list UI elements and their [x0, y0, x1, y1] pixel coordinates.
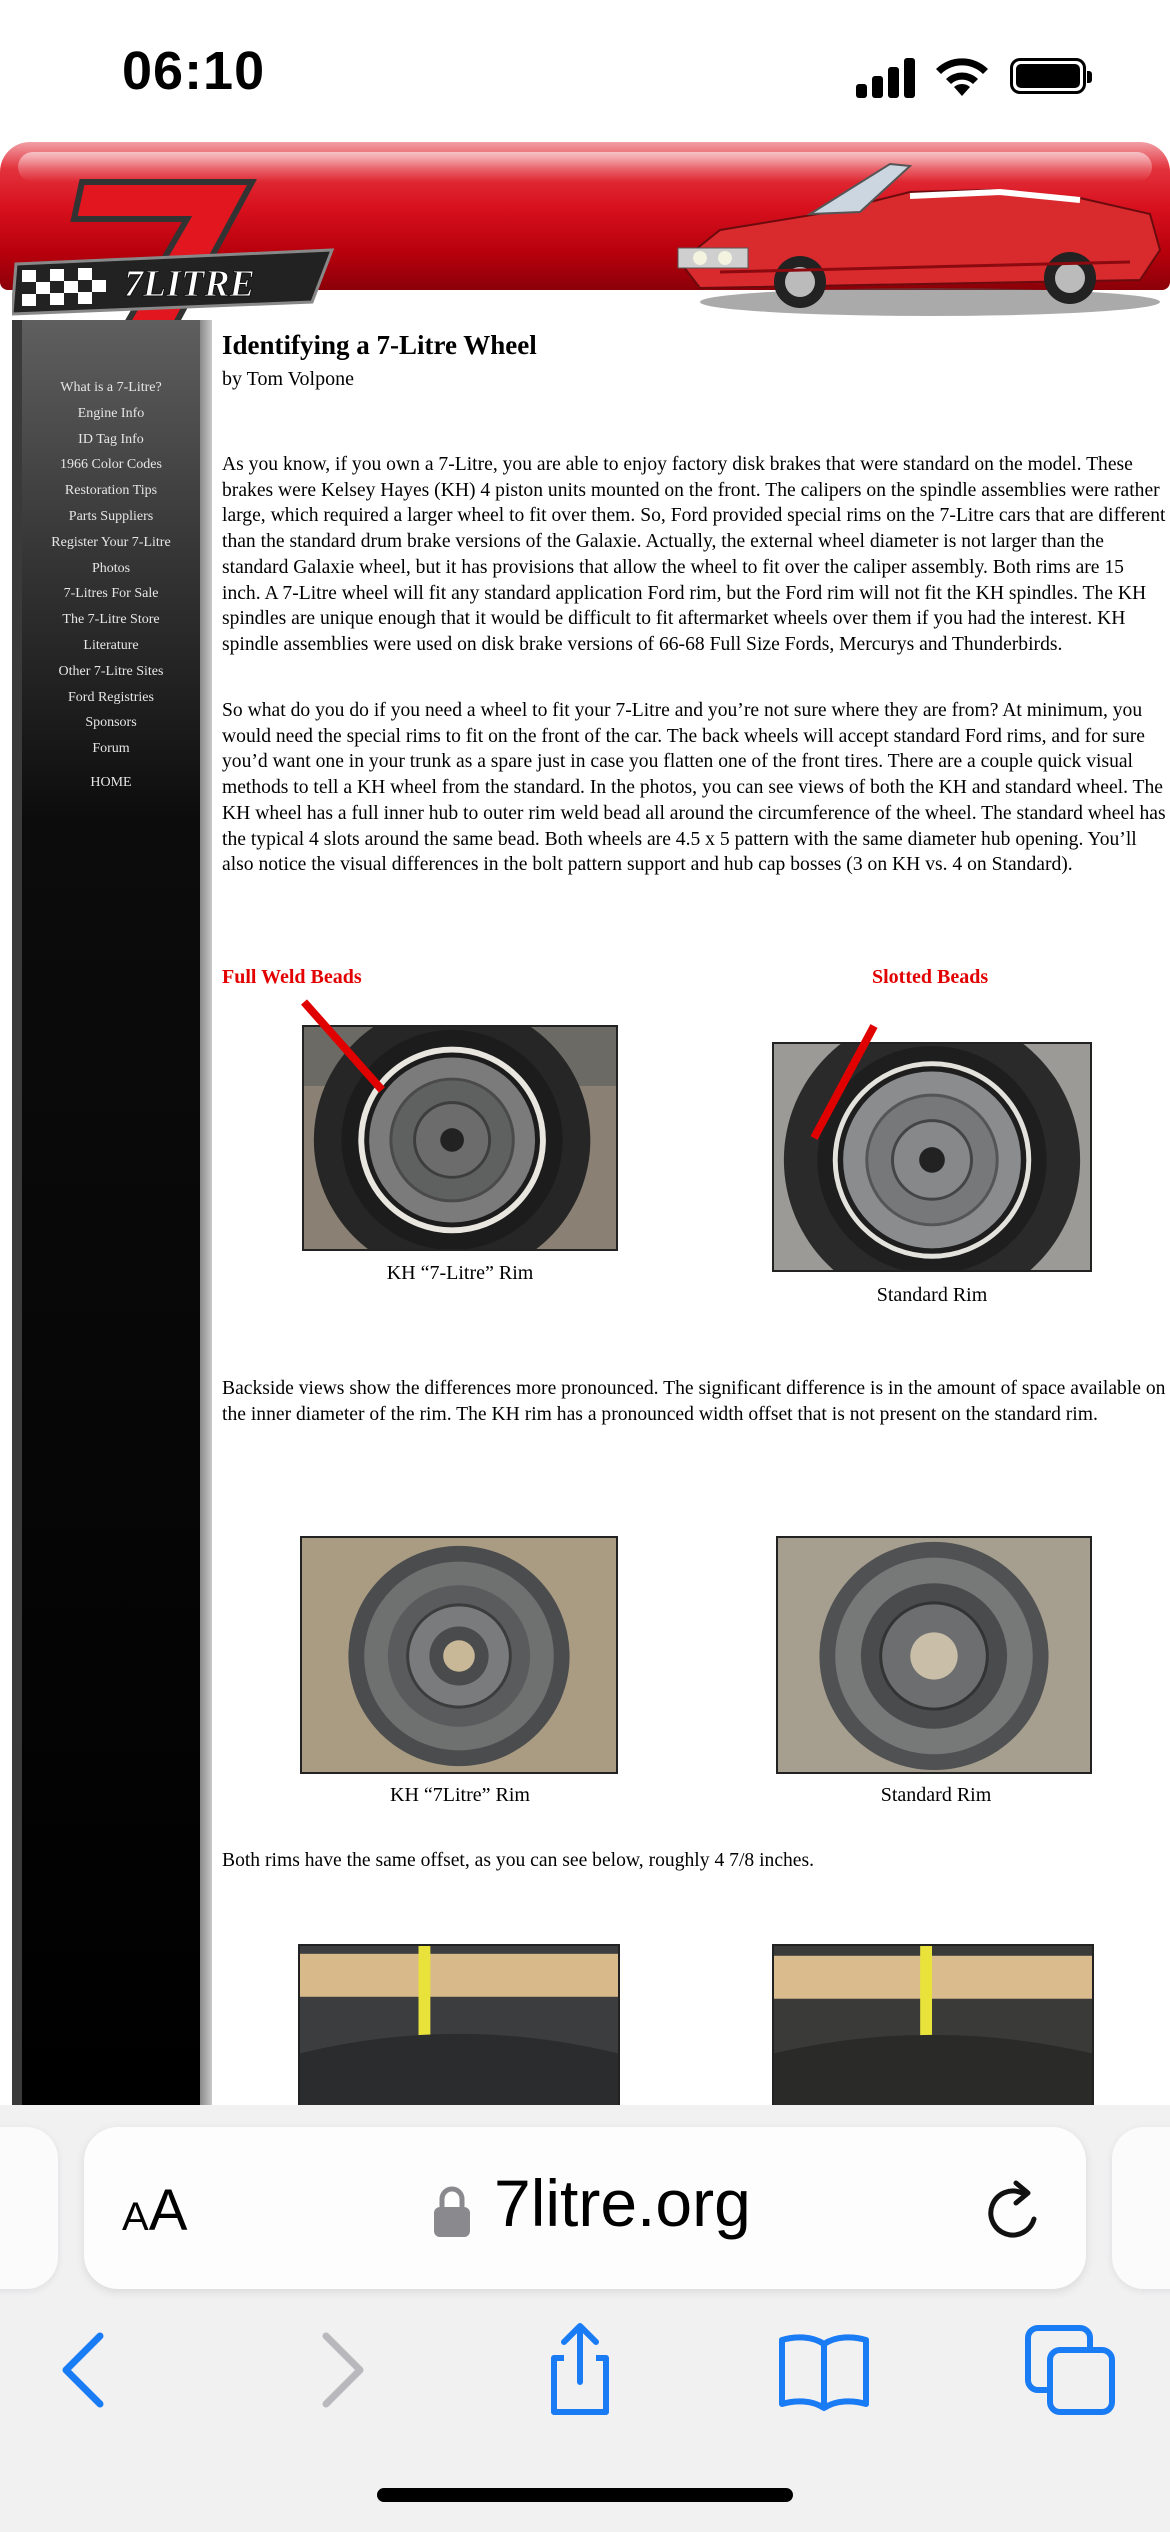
- arrow-slotted-bead: [802, 1022, 882, 1142]
- wifi-icon: [932, 54, 992, 98]
- nav-restoration-tips[interactable]: Restoration Tips: [64, 483, 158, 499]
- nav-ford-registries[interactable]: Ford Registries: [68, 689, 154, 705]
- sidebar: [12, 320, 200, 2105]
- web-page: [0, 140, 1170, 2105]
- nav-id-tag-info[interactable]: ID Tag Info: [78, 431, 144, 447]
- cellular-signal-icon: [856, 58, 916, 98]
- nav-store[interactable]: The 7-Litre Store: [62, 612, 160, 628]
- status-time: 06:10: [122, 41, 266, 101]
- nav-engine-info[interactable]: Engine Info: [77, 405, 145, 421]
- page-title: Identifying a 7-Litre Wheel: [222, 330, 537, 360]
- status-bar: [0, 0, 1170, 140]
- reload-icon[interactable]: [982, 2179, 1048, 2245]
- reader-options-button[interactable]: AA: [122, 2178, 188, 2243]
- photo-kh-rim-back: [300, 1536, 618, 1774]
- battery-icon: [1010, 58, 1086, 94]
- bookmarks-icon[interactable]: [774, 2320, 874, 2420]
- arrow-weld-bead: [300, 998, 390, 1098]
- nav-photos[interactable]: Photos: [91, 560, 131, 576]
- nav-register[interactable]: Register Your 7-Litre: [51, 534, 171, 550]
- nav-forum[interactable]: Forum: [92, 741, 130, 757]
- byline: by Tom Volpone: [222, 368, 354, 390]
- logo-text: 7LITRE: [124, 263, 255, 305]
- caption-kh-rim-front: KH “7-Litre” Rim: [386, 1262, 534, 1284]
- label-full-weld-beads: Full Weld Beads: [222, 966, 362, 988]
- previous-tab-preview[interactable]: [0, 2127, 58, 2289]
- paragraph-backside: Backside views show the differences more pronounced. The significant difference is in the amount of space available on the inner diameter of the rim. The KH rim has a pronounced width offset that is not present on the standard rim.: [222, 1378, 1166, 1425]
- nav-literature[interactable]: Literature: [83, 637, 139, 653]
- nav-parts-suppliers[interactable]: Parts Suppliers: [68, 508, 154, 524]
- url-text[interactable]: 7litre.org: [494, 2166, 751, 2240]
- caption-kh-rim-back: KH “7Litre” Rim: [390, 1784, 530, 1806]
- tabs-icon[interactable]: [1020, 2320, 1120, 2420]
- mustang-car-image: [660, 152, 1170, 322]
- back-arrow-icon[interactable]: [36, 2320, 136, 2420]
- nav-other-sites[interactable]: Other 7-Litre Sites: [58, 663, 164, 679]
- home-indicator: [377, 2488, 793, 2502]
- site-header: [0, 140, 1170, 320]
- share-icon[interactable]: [530, 2320, 630, 2420]
- forward-arrow-icon[interactable]: [290, 2320, 390, 2420]
- paragraph-offset: Both rims have the same offset, as you can see below, roughly 4 7/8 inches.: [222, 1850, 815, 1871]
- address-bar[interactable]: [84, 2127, 1086, 2289]
- caption-standard-rim-front: Standard Rim: [876, 1284, 988, 1306]
- paragraph-intro: As you know, if you own a 7-Litre, you are able to enjoy factory disk brakes that were standard on the model. These brakes were Kelsey Hayes (KH) 4 piston units mounted on the front. The calipers on the spindle assemblies were rather large, which required a larger wheel to fit over them. So, Ford provided special rims on the 7-Litre cars that are different than the standard drum brake versions of the Galaxie. Actually, the external wheel diameter is not larger than the standard Galaxie wheel, but it has provisions that allow the wheel to fit over the caliper assembly. Both rims are 15 inch. A 7-Litre wheel will fit any standard application Ford rim, but the Ford rim will not fit the KH spindles. The KH spindles are unique enough that it would be difficult to fit aftermarket wheels over them if you had the interest. KH spindle assemblies were used on disk brake versions of 66-68 Full Size Fords, Mercurys and Thunderbirds.: [222, 454, 1166, 655]
- nav-1966-color-codes[interactable]: 1966 Color Codes: [60, 457, 162, 473]
- lock-icon: [432, 2183, 472, 2239]
- safari-toolbar: [0, 2105, 1170, 2532]
- photo-standard-rim-back: [776, 1536, 1092, 1774]
- next-tab-preview[interactable]: [1112, 2127, 1170, 2289]
- photo-standard-rim-offset: [772, 1944, 1094, 2105]
- label-slotted-beads: Slotted Beads: [872, 966, 989, 988]
- caption-standard-rim-back: Standard Rim: [880, 1784, 992, 1806]
- nav-what-is-7-litre[interactable]: What is a 7-Litre?: [60, 380, 162, 395]
- photo-kh-rim-offset: [298, 1944, 620, 2105]
- paragraph-identify: So what do you do if you need a wheel to fit your 7-Litre and you’re not sure where they are from? At minimum, you would need the special rims to fit on the front of the car. The back wheels will accept standard Ford rims, and for sure you’d want one in your trunk as a spare just in case you flatten one of the front tires. There are a couple quick visual methods to tell a KH wheel from the standard. In the photos, you can see views of both the KH and standard wheel. The KH wheel has a full inner hub to outer rim weld bead all around the circumference of the wheel. The standard wheel has the typical 4 slots around the same bead. Both wheels are 4.5 x 5 pattern with the same diameter hub opening. You’ll also notice the visual differences in the bolt pattern support and hub cap bosses (3 on KH vs. 4 on Standard).: [222, 700, 1166, 876]
- sidebar-nav: [22, 375, 200, 796]
- nav-for-sale[interactable]: 7-Litres For Sale: [63, 586, 159, 602]
- nav-home[interactable]: HOME: [90, 774, 132, 790]
- nav-sponsors[interactable]: Sponsors: [85, 715, 137, 731]
